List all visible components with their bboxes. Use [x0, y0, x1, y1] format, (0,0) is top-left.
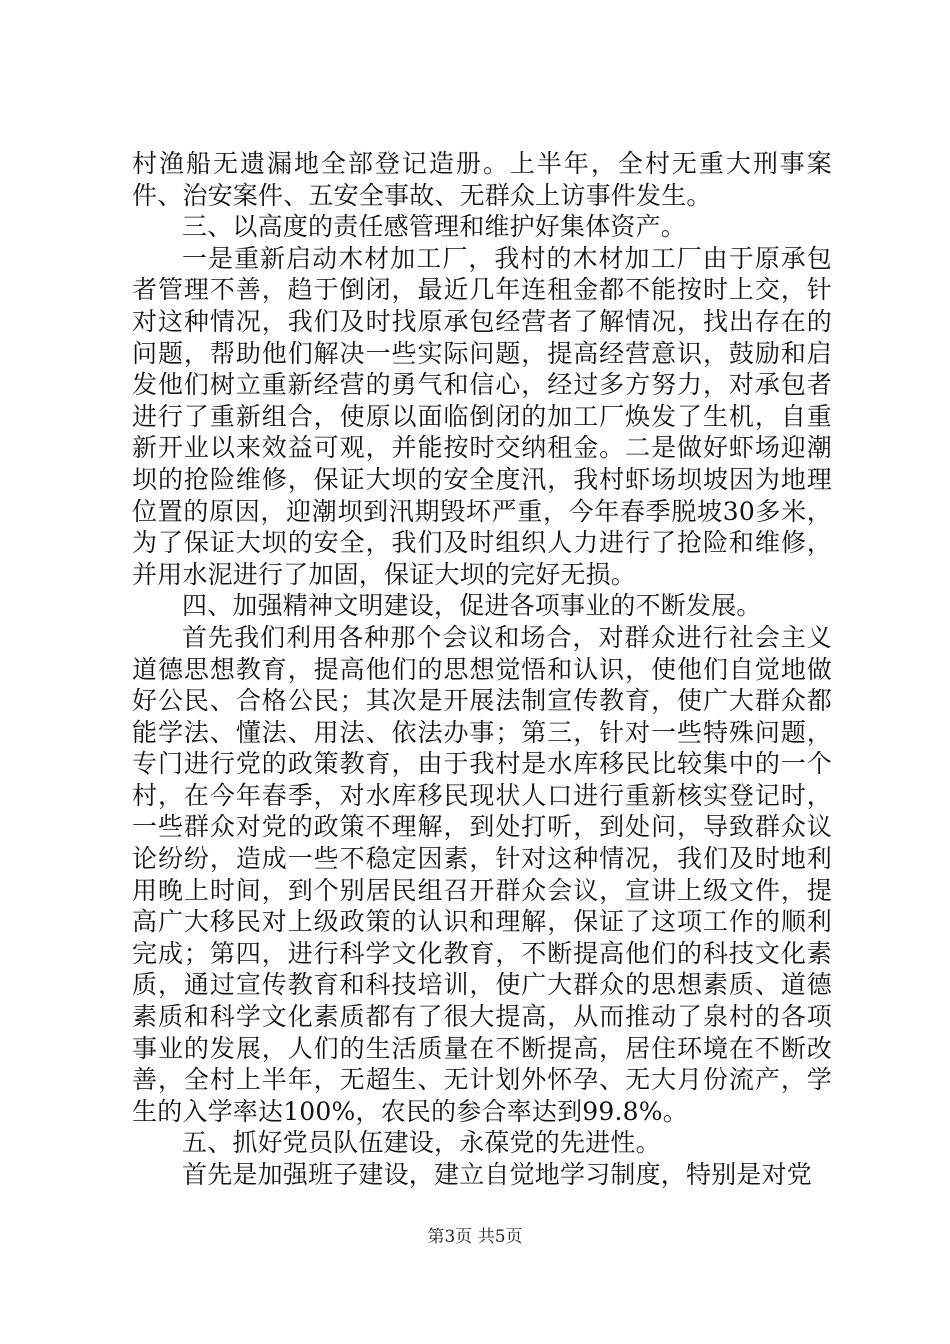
paragraph-assets: 一是重新启动木材加工厂，我村的木材加工厂由于原承包者管理不善，趋于倒闭，最近几年连租金都不能按时上交，针对这种情况，我们及时找原承包经营者了解情况，找出存在的问题，帮助他们解决一些实际问题，提高经营意识，鼓励和启发他们树立重新经营的勇气和信心，经过多方努力，对承包者进行了重新组合，使原以面临倒闭的加工厂焕发了生机，自重新开业以来效益可观，并能按时交纳租金。二是做好虾场迎潮坝的抢险维修，保证大坝的安全度汛，我村虾场坝坡因为地理位置的原因，迎潮坝到汛期毁坏严重，今年春季脱坡30多米，为了保证大坝的安全，我们及时组织人力进行了抢险和维修，并用水泥进行了加固，保证大坝的完好无损。: [132, 243, 832, 589]
section-heading-4: 四、加强精神文明建设，促进各项事业的不断发展。: [182, 591, 762, 621]
document-body: [132, 148, 832, 1191]
section-heading-5: 五、抓好党员队伍建设，永葆党的先进性。: [182, 1128, 661, 1158]
paragraph-civilization: 首先我们利用各种那个会议和场合，对群众进行社会主义道德思想教育，提高他们的思想觉悟和认识，使他们自觉地做好公民、合格公民；其次是开展法制宣传教育，使广大群众都能学法、懂法、用法、依法办事；第三，针对一些特殊问题，专门进行党的政策教育，由于我村是水库移民比较集中的一个村，在今年春季，对水库移民现状人口进行重新核实登记时，一些群众对党的政策不理解，到处打听，到处问，导致群众议论纷纷，造成一些不稳定因素，针对这种情况，我们及时地利用晚上时间，到个别居民组召开群众会议，宣讲上级文件，提高广大移民对上级政策的认识和理解，保证了这项工作的顺利完成；第四，进行科学文化教育，不断提高他们的科技文化素质，通过宣传教育和科技培训，使广大群众的思想素质、道德素质和科学文化素质都有了很大提高，从而推动了泉村的各项事业的发展，人们的生活质量在不断提高，居住环境在不断改善，全村上半年，无超生、无计划外怀孕、无大月份流产，学生的入学率达100%，农民的参合率达到99.8%。: [132, 622, 832, 1126]
page-number-footer: 第3页 共5页: [427, 1227, 523, 1247]
paragraph-continuation: 村渔船无遗漏地全部登记造册。上半年，全村无重大刑事案件、治安案件、五安全事故、无群众上访事件发生。: [132, 149, 832, 210]
section-heading-3: 三、以高度的责任感管理和维护好集体资产。: [182, 212, 687, 242]
paragraph-party-building: 首先是加强班子建设，建立自觉地学习制度，特别是对党: [182, 1160, 813, 1189]
